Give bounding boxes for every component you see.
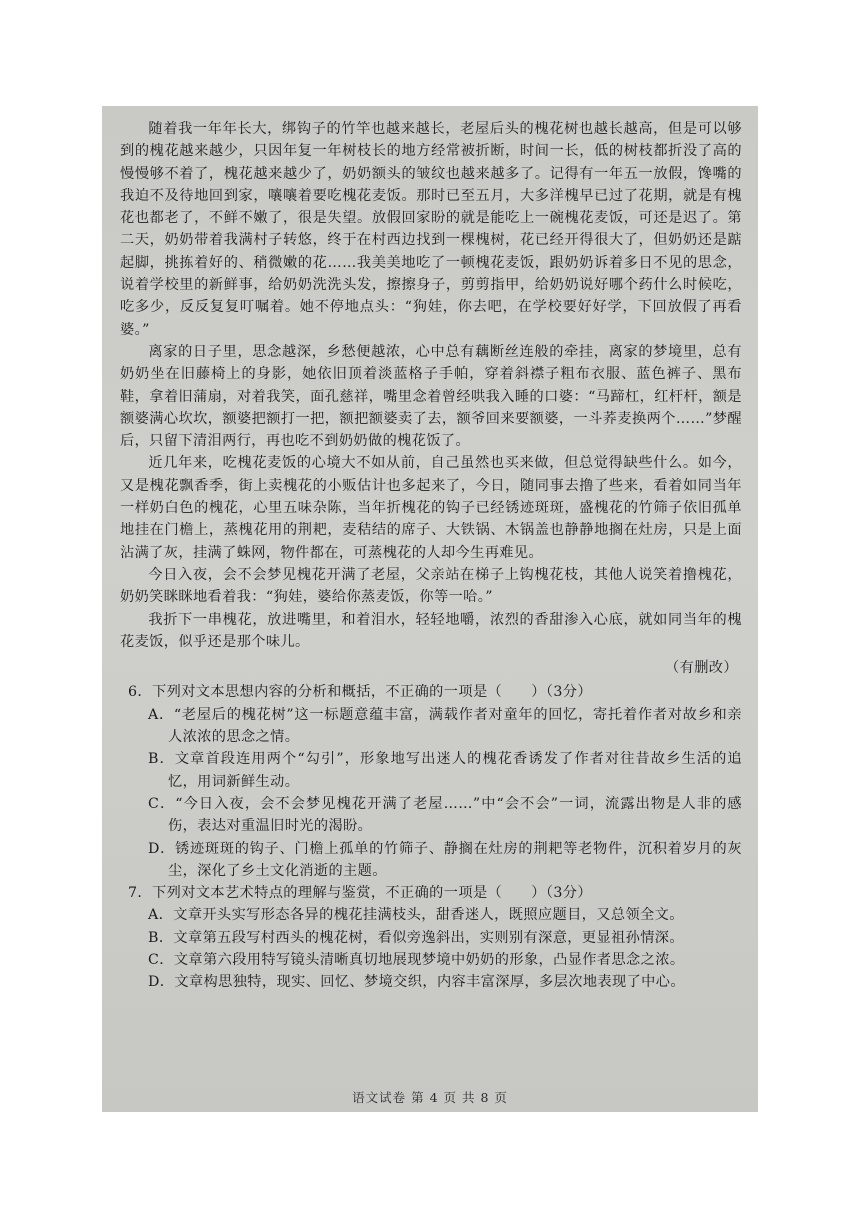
passage-paragraph-5: 我折下一串槐花，放进嘴里，和着泪水，轻轻地嚼，浓烈的香甜渗入心底，就如同当年的槐花麦饭，似乎还是那个味儿。 <box>120 611 742 650</box>
passage-paragraph-4: 今日入夜，会不会梦见槐花开满了老屋，父亲站在梯子上钩槐花枝，其他人说笑着撸槐花，奶奶笑眯眯地看着我：“狗娃，婆给你蒸麦饭，你等一哈。” <box>120 566 742 606</box>
question-7-stem: 7．下列对文本艺术特点的理解与鉴赏，不正确的一项是（ ）（3分） <box>128 885 592 902</box>
question-7-option-c: C．文章第六段用特写镜头清晰真切地展现梦境中奶奶的形象，凸显作者思念之浓。 <box>148 951 685 968</box>
question-7 <box>120 882 742 993</box>
question-6-option-c: C．“今日入夜，会不会梦见槐花开满了老屋……”中“会不会”一词，流露出物是人非的感伤，表达对重温旧时光的渴盼。 <box>148 795 742 835</box>
passage-paragraph-1: 随着我一年年长大，绑钩子的竹竿也越来越长，老屋后头的槐花树也越长越高，但是可以够到的槐花越来越少，只因年复一年树枝长的地方经常被折断，时间一长，低的树枝都折没了高的慢慢够不着了，槐花越来越少了，奶奶额头的皱纹也越来越多了。记得有一年五一放假，馋嘴的我迫不及待地回到家，嚷嚷着要吃槐花麦饭。那时已至五月，大多洋槐早已过了花期，就是有槐花也都老了，不鲜不嫩了，很是失望。放假回家盼的就是能吃上一碗槐花麦饭，可还是迟了。第二天，奶奶带着我满村子转悠，终于在村西边找到一棵槐树，花已经开得很大了，但奶奶还是踮起脚，挑拣着好的、稍微嫩的花……我美美地吃了一顿槐花麦饭，跟奶奶诉着多日不见的思念，说着学校里的新鲜事，给奶奶洗洗头发，擦擦身子，剪剪指甲，给奶奶说好哪个药什么时候吃，吃多少，反反复复叮嘱着。她不停地点头：“狗娃，你去吧，在学校要好好学，下回放假了再看婆。” <box>120 121 742 338</box>
question-6-option-b: B．文章首段连用两个“勾引”，形象地写出迷人的槐花香诱发了作者对往昔故乡生活的追忆，用词新鲜生动。 <box>148 751 742 790</box>
question-6-option-a: A．“老屋后的槐花树”这一标题意蕴丰富，满载作者对童年的回忆，寄托着作者对故乡和亲人浓浓的思念之情。 <box>148 706 742 746</box>
question-6-stem: 6．下列对文本思想内容的分析和概括，不正确的一项是（ ）（3分） <box>128 684 592 701</box>
question-7-option-b: B．文章第五段写村西头的槐花树，看似旁逸斜出，实则别有深意，更显祖孙情深。 <box>148 929 684 946</box>
question-7-option-a: A．文章开头实写形态各异的槐花挂满枝头，甜香迷人，既照应题目，又总领全文。 <box>148 907 684 924</box>
passage-paragraph-3: 近几年来，吃槐花麦饭的心境大不如从前，自己虽然也买来做，但总觉得缺些什么。如今，又是槐花飘香季，街上卖槐花的小贩估计也多起来了，今日，随同事去撸了些来，看着如同当年一样奶白色的槐花，心里五味杂陈，当年折槐花的钩子已经锈迹斑斑，盛槐花的竹筛子依旧孤单地挂在门檐上，蒸槐花用的荆耙，麦秸结的席子、大铁锅、木锅盖也静静地搁在灶房，只是上面沾满了灰，挂满了蛛网，物件都在，可蒸槐花的人却今生再难见。 <box>120 455 742 561</box>
passage-paragraph-2: 离家的日子里，思念越深，乡愁便越浓，心中总有藕断丝连般的牵挂，离家的梦境里，总有奶奶坐在旧藤椅上的身影，她依旧顶着淡蓝格子手帕，穿着斜襟子粗布衣服、蓝色裤子、黑布鞋，拿着旧蒲扇，对着我笑，面孔慈祥，嘴里念着曾经哄我入睡的口婆：“马蹄杠，红杆杆，额是额婆满心坎坎，额婆把额打一把，额把额婆卖了去，额爷回来要额婆，一斗荞麦换两个……”梦醒后，只留下清泪两行，再也吃不到奶奶做的槐花饭了。 <box>120 343 742 450</box>
page-footer: 语文试卷 第 4 页 共 8 页 <box>352 1090 508 1105</box>
question-7-option-d: D．文章构思独特，现实、回忆、梦境交织，内容丰富深厚，多层次地表现了中心。 <box>148 974 685 991</box>
exam-page <box>102 106 758 1112</box>
question-6-option-d: D．锈迹斑斑的钩子、门檐上孤单的竹筛子、静搁在灶房的荆耙等老物件，沉积着岁月的灰尘，深化了乡土文化消逝的主题。 <box>148 840 742 879</box>
source-note: （有删改） <box>665 660 738 677</box>
page-content <box>120 118 742 994</box>
question-6 <box>120 681 742 882</box>
